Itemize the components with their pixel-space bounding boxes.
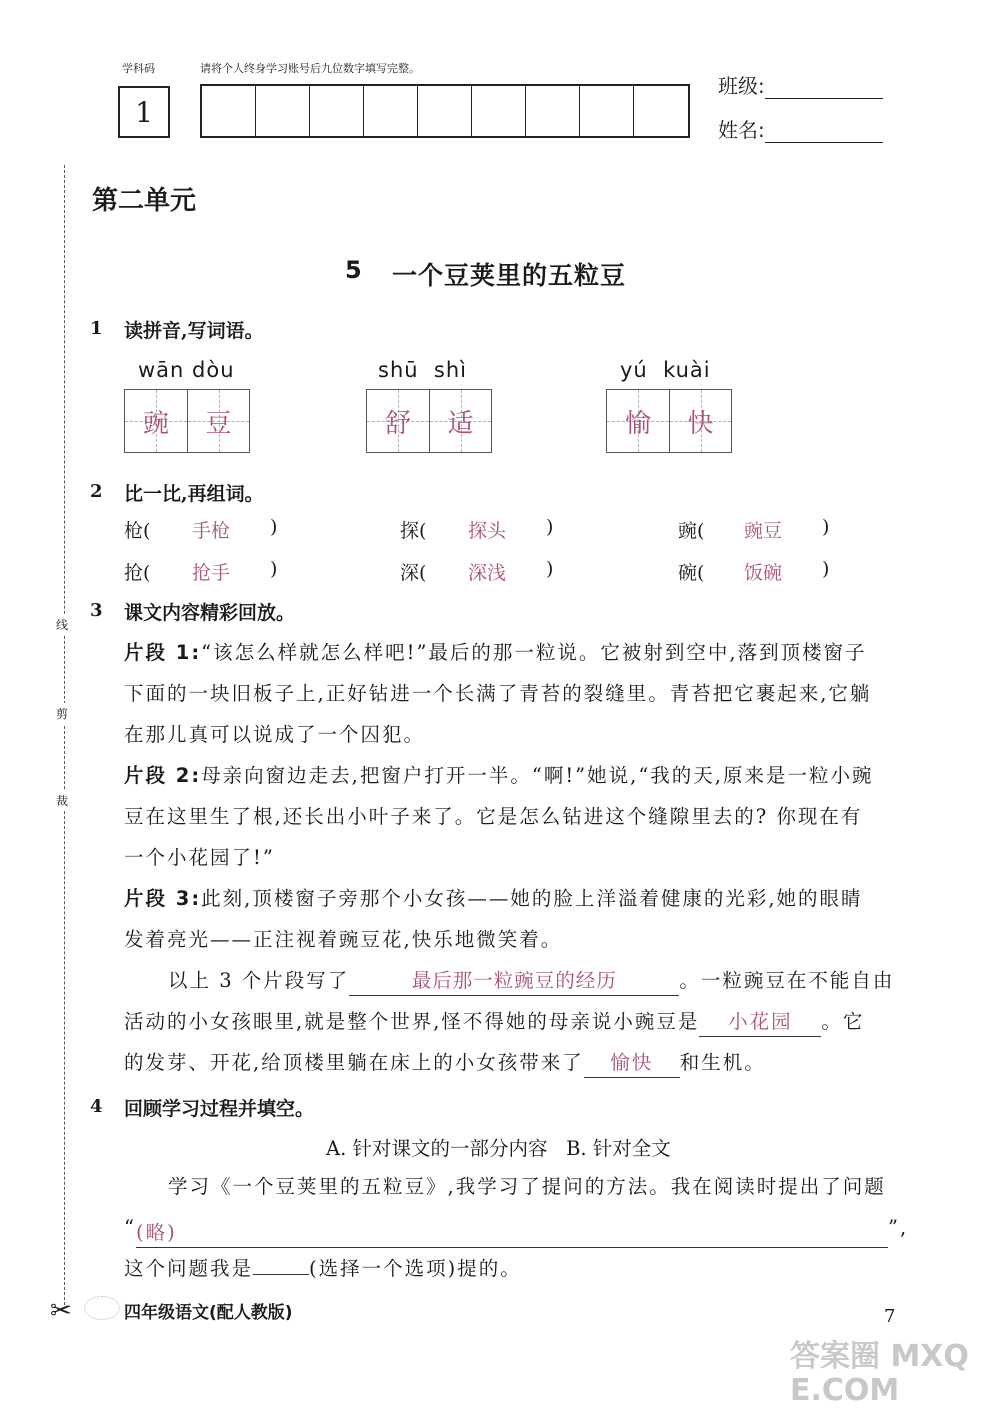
q1-grid-3[interactable] xyxy=(606,389,732,453)
q3-fill-paragraph xyxy=(124,960,924,1083)
class-field[interactable] xyxy=(718,70,883,99)
q4-body xyxy=(124,1166,924,1289)
id-digit-box[interactable] xyxy=(634,86,688,136)
q1-title: 读拼音,写词语。 xyxy=(124,320,264,342)
passage-line: 下面的一块旧板子上,正好钻进一个长满了青苔的裂缝里。青苔把它裹起来,它躺 xyxy=(124,682,872,705)
name-input-line[interactable] xyxy=(765,116,883,143)
cut-line xyxy=(64,165,65,1305)
writing-cell[interactable] xyxy=(607,390,669,452)
q3-passage-1 xyxy=(124,632,924,755)
name-field[interactable] xyxy=(718,114,883,143)
q4-close-quote: ”, xyxy=(887,1216,909,1239)
q4-line: 学习《一个豆荚里的五粒豆》,我学习了提问的方法。我在阅读时提出了问题 xyxy=(168,1175,886,1198)
q2-close: ) xyxy=(546,516,554,538)
subject-code-box xyxy=(118,86,170,138)
q3-number: 3 xyxy=(90,600,103,621)
fill-blank-2[interactable]: 小花园 xyxy=(699,1008,821,1037)
q2-char: 枪( xyxy=(124,520,151,542)
writing-cell[interactable] xyxy=(125,390,187,452)
fill-text: 以上 3 个片段写了 xyxy=(168,969,350,992)
q1-pinyin-1: wān dòu xyxy=(138,358,235,382)
q2-answer: 探头 xyxy=(468,520,507,542)
cut-mark-trim: 裁 xyxy=(56,790,68,811)
q1-answer-char: 豌 xyxy=(142,408,169,439)
id-digit-box[interactable] xyxy=(526,86,580,136)
q1-grid-2[interactable] xyxy=(366,389,492,453)
q1-grid-1[interactable] xyxy=(124,389,250,453)
writing-cell[interactable] xyxy=(367,390,429,452)
q4-answer: (略) xyxy=(135,1221,177,1244)
class-label: 班级: xyxy=(718,74,765,98)
id-digit-box[interactable] xyxy=(472,86,526,136)
q3-passage-2 xyxy=(124,755,924,878)
passage-label: 片段 1: xyxy=(124,641,202,664)
q4-text: (选择一个选项)提的。 xyxy=(309,1257,522,1280)
logo-icon xyxy=(84,1296,120,1320)
q2-char: 探( xyxy=(400,520,427,542)
passage-line: 发着亮光——正注视着豌豆花,快乐地微笑着。 xyxy=(124,928,563,951)
q2-close: ) xyxy=(822,516,830,538)
q2-answer: 豌豆 xyxy=(744,520,783,542)
q2-char: 碗( xyxy=(678,562,705,584)
q1-answer-char: 豆 xyxy=(205,408,232,439)
q2-answer: 饭碗 xyxy=(744,562,783,584)
q1-pinyin-3: yú kuài xyxy=(620,358,711,382)
id-digit-box[interactable] xyxy=(310,86,364,136)
passage-line: 豆在这里生了根,还长出小叶子来了。它是怎么钻进这个缝隙里去的? 你现在有 xyxy=(124,805,863,828)
id-instruction: 请将个人终身学习账号后九位数字填写完整。 xyxy=(200,62,420,75)
id-number-boxes[interactable] xyxy=(200,84,690,138)
q4-open-quote: “ xyxy=(124,1216,136,1239)
q1-pinyin-2: shū shì xyxy=(378,358,467,382)
q2-answer: 抢手 xyxy=(192,562,231,584)
q4-options: A. 针对课文的一部分内容 B. 针对全文 xyxy=(326,1137,671,1160)
q4-question-blank[interactable] xyxy=(136,1219,888,1248)
scissors-icon: ✂ xyxy=(50,1296,72,1326)
passage-label: 片段 2: xyxy=(124,764,202,787)
passage-line: 母亲向窗边走去,把窗户打开一半。“啊!”她说,“我的天,原来是一粒小豌 xyxy=(201,764,874,787)
subject-code-label: 学科码 xyxy=(122,62,155,75)
id-digit-box[interactable] xyxy=(256,86,310,136)
fill-text: 。它 xyxy=(821,1010,865,1033)
fill-blank-1[interactable]: 最后那一粒豌豆的经历 xyxy=(349,967,679,996)
cut-mark-cut: 剪 xyxy=(56,703,68,724)
q1-answer-char: 适 xyxy=(447,408,474,439)
q4-text: 这个问题我是 xyxy=(124,1257,254,1280)
q1-answer-char: 愉 xyxy=(624,408,651,439)
passage-line: “该怎么样就怎么样吧!”最后的那一粒说。它被射到空中,落到顶楼窗子 xyxy=(201,641,867,664)
lesson-title: 一个豆荚里的五粒豆 xyxy=(392,261,627,290)
fill-text: 的发芽、开花,给顶楼里躺在床上的小女孩带来了 xyxy=(124,1051,584,1074)
passage-line: 一个小花园了!” xyxy=(124,846,275,869)
footer-book-title: 四年级语文(配人教版) xyxy=(124,1303,293,1323)
q1-answer-char: 快 xyxy=(687,408,714,439)
unit-title: 第二单元 xyxy=(92,186,197,216)
q4-number: 4 xyxy=(90,1096,103,1117)
name-label: 姓名: xyxy=(718,118,765,142)
watermark: 答案圈 MXQE.COM xyxy=(790,1339,969,1408)
q3-title: 课文内容精彩回放。 xyxy=(124,602,296,624)
passage-line: 在那儿真可以说成了一个囚犯。 xyxy=(124,723,426,746)
writing-cell[interactable] xyxy=(669,390,731,452)
fill-text: 。一粒豌豆在不能自由 xyxy=(679,969,895,992)
lesson-number: 5 xyxy=(345,256,362,284)
page-number: 7 xyxy=(884,1306,896,1327)
q2-char: 豌( xyxy=(678,520,705,542)
q1-number: 1 xyxy=(90,318,103,339)
subject-code: 1 xyxy=(135,95,153,129)
q2-close: ) xyxy=(822,558,830,580)
q2-close: ) xyxy=(270,516,278,538)
q2-number: 2 xyxy=(90,481,103,502)
passage-label: 片段 3: xyxy=(124,887,202,910)
class-input-line[interactable] xyxy=(765,72,883,99)
q2-title: 比一比,再组词。 xyxy=(124,483,264,505)
passage-line: 此刻,顶楼窗子旁那个小女孩——她的脸上洋溢着健康的光彩,她的眼睛 xyxy=(201,887,863,910)
writing-cell[interactable] xyxy=(187,390,249,452)
id-digit-box[interactable] xyxy=(202,86,256,136)
q2-answer: 深浅 xyxy=(468,562,507,584)
id-digit-box[interactable] xyxy=(580,86,634,136)
q2-close: ) xyxy=(546,558,554,580)
q4-title: 回顾学习过程并填空。 xyxy=(124,1098,315,1120)
fill-blank-3[interactable]: 愉快 xyxy=(584,1049,680,1078)
q4-option-blank[interactable] xyxy=(253,1274,309,1275)
cut-mark-line: 线 xyxy=(56,614,68,635)
id-digit-box[interactable] xyxy=(418,86,472,136)
q3-passage-3 xyxy=(124,878,924,960)
q1-answer-char: 舒 xyxy=(384,408,411,439)
q2-char: 深( xyxy=(400,562,427,584)
id-digit-box[interactable] xyxy=(364,86,418,136)
fill-text: 活动的小女孩眼里,就是整个世界,怪不得她的母亲说小豌豆是 xyxy=(124,1010,700,1033)
fill-text: 和生机。 xyxy=(679,1051,766,1074)
q2-close: ) xyxy=(270,558,278,580)
writing-cell[interactable] xyxy=(429,390,491,452)
q2-char: 抢( xyxy=(124,562,151,584)
q2-answer: 手枪 xyxy=(192,520,231,542)
